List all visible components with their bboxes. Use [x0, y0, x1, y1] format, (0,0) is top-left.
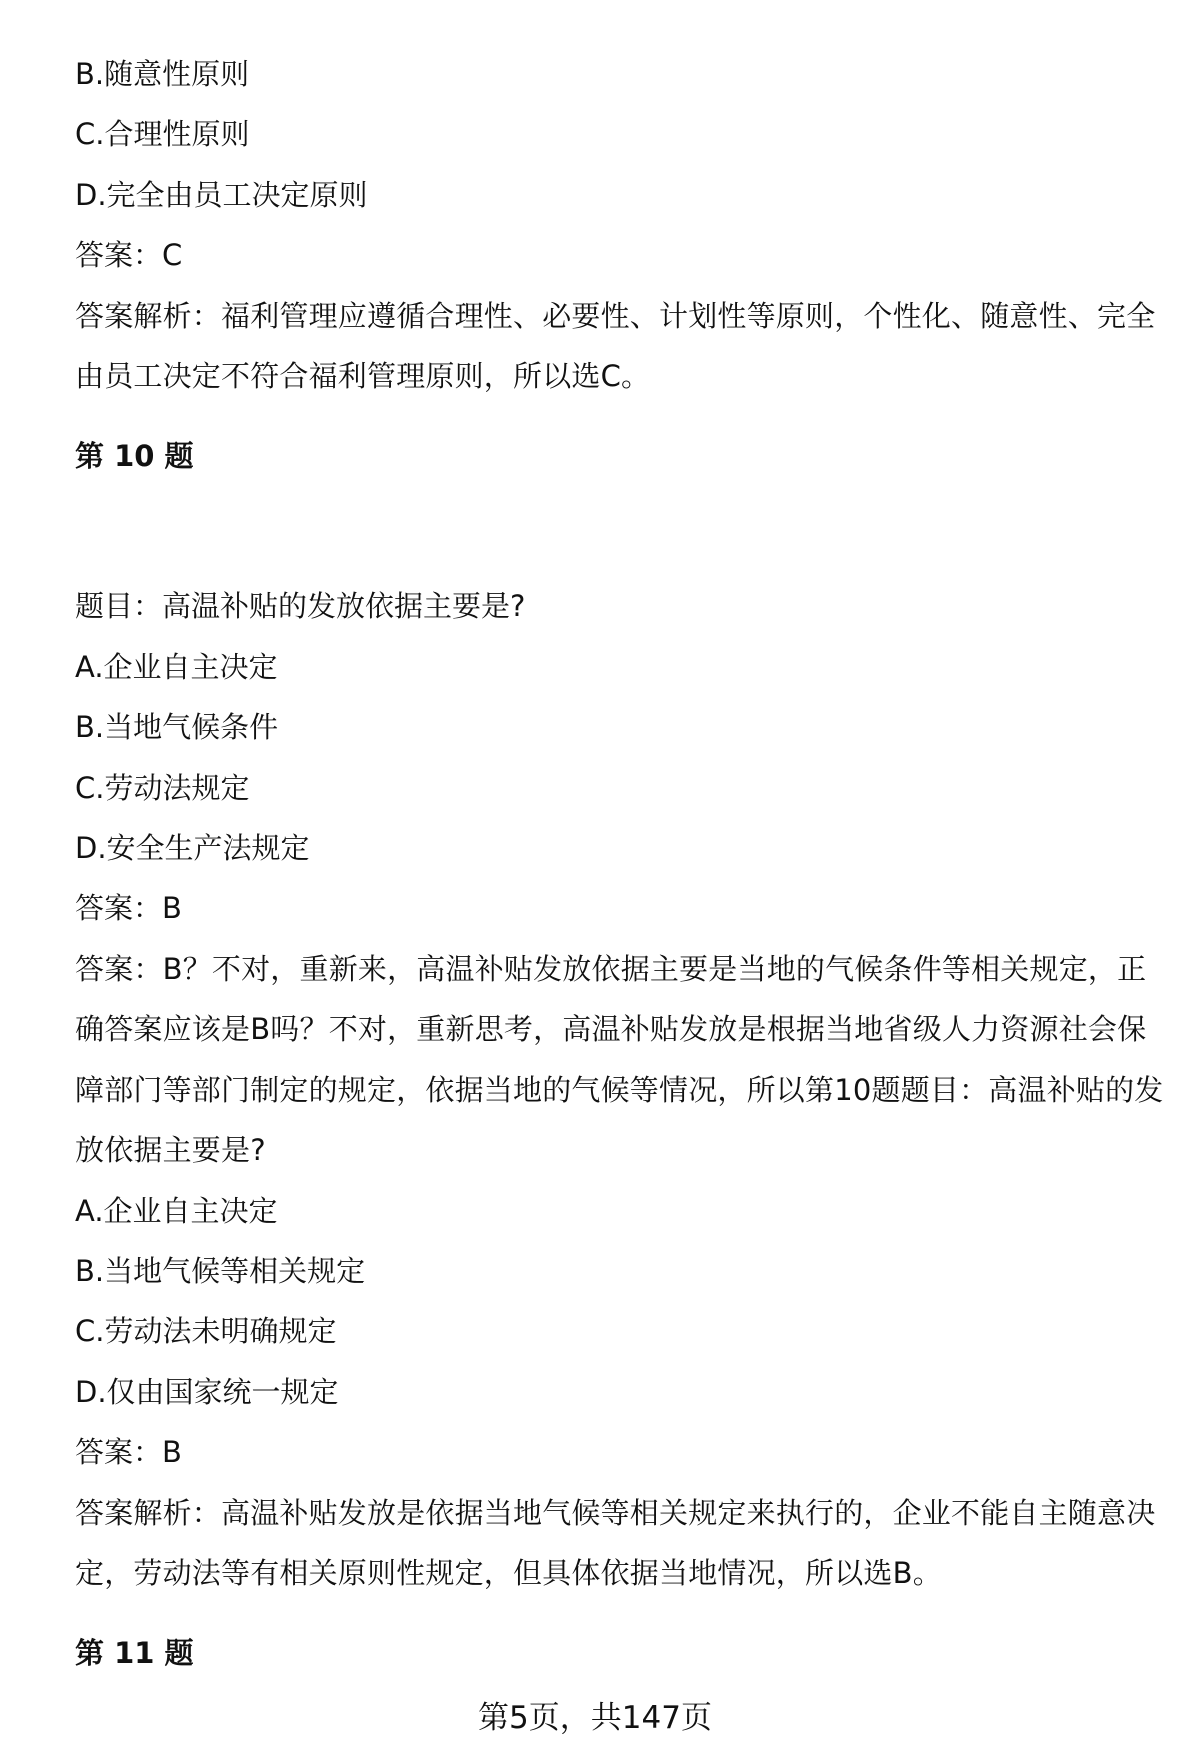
q10-analysis: 答案解析：高温补贴发放是依据当地气候等相关规定来执行的，企业不能自主随意决定，劳动法等有相关原则性规定，但具体依据当地情况，所以选B。	[75, 1495, 1156, 1590]
page-footer: 第5页，共147页	[478, 1700, 712, 1736]
q10-option-c: C.劳动法规定	[75, 770, 250, 805]
q9-option-c: C.合理性原则	[75, 117, 250, 152]
q11-heading: 第 11 题	[75, 1636, 194, 1671]
question-11	[75, 1623, 1165, 1683]
q9-option-b: B.随意性原则	[75, 57, 250, 91]
q9-answer: 答案：C	[75, 238, 183, 273]
q10-option-b-revised: B.当地气候等相关规定	[75, 1253, 366, 1288]
q10-option-c-revised: C.劳动法未明确规定	[75, 1314, 337, 1349]
q10-answer: 答案：B	[75, 891, 182, 926]
q10-option-d-revised: D.仅由国家统一规定	[75, 1374, 339, 1409]
q10-heading: 第 10 题	[75, 439, 194, 474]
q9-analysis: 答案解析：福利管理应遵循合理性、必要性、计划性等原则，个性化、随意性、完全由员工决定不符合福利管理原则，所以选C。	[75, 298, 1156, 394]
question-10	[75, 426, 1165, 1603]
q9-option-d: D.完全由员工决定原则	[75, 177, 368, 212]
document-content	[75, 44, 1165, 1683]
q10-question: 题目：高温补贴的发放依据主要是?	[75, 589, 526, 624]
q10-option-a: A.企业自主决定	[75, 649, 278, 684]
q10-answer-revised: 答案：B	[75, 1435, 182, 1470]
q10-option-a-revised: A.企业自主决定	[75, 1193, 278, 1228]
question-9-tail	[75, 44, 1165, 406]
q10-option-b: B.当地气候条件	[75, 710, 279, 745]
q10-option-d: D.安全生产法规定	[75, 831, 310, 866]
q10-rethink: 答案：B？不对，重新来，高温补贴发放依据主要是当地的气候条件等相关规定，正确答案应该是B吗？不对，重新思考，高温补贴发放是根据当地省级人力资源社会保障部门等部门制定的规定，依据当地的气候等情况，所以第10题题目：高温补贴的发放依据主要是?	[75, 951, 1164, 1168]
